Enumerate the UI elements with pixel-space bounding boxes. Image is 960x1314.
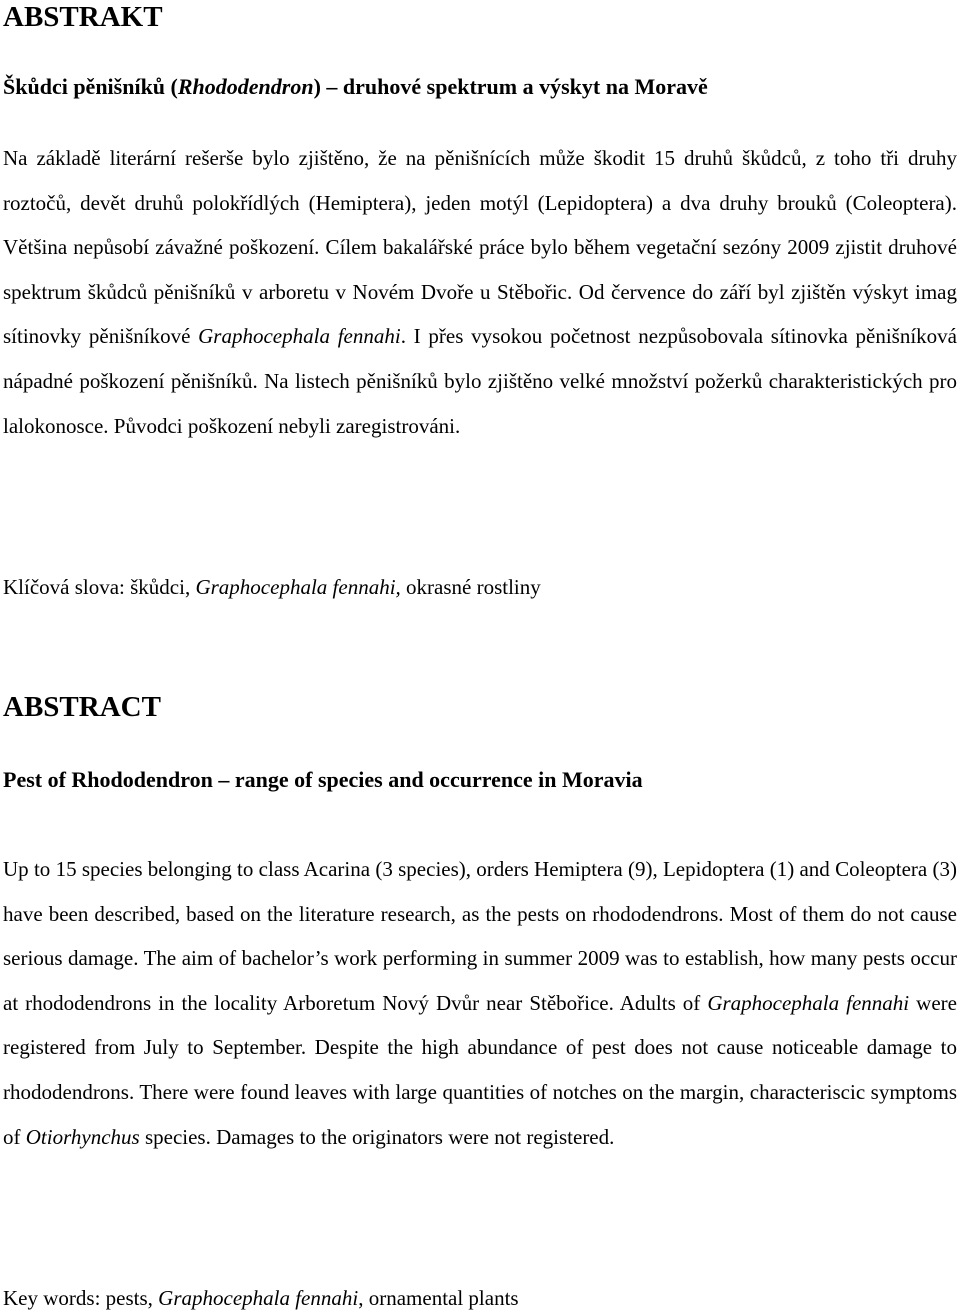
abstract-heading-cz: ABSTRAKT [3,1,163,33]
abstract-body-en: Up to 15 species belonging to class Acarina (3 species), orders Hemiptera (9), Lepidoptera (1) and Coleoptera (3) have been described, based on the literature research, as the pests on rhododendrons. Most of them do not cause serious damage. The aim of bachelor’s work performing in summer 2009 was to establish, how many pests occur at rhododendrons in the locality Arboretum Nový Dvůr near Stěbořice. Adults of Graphocephala fennahi were registered from July to September. Despite the high abundance of pest does not cause noticeable damage to rhododendrons. There were found leaves with large quantities of notches on the margin, characteriscic symptoms of Otiorhynchus species. Damages to the originators were not registered. [3,857,957,1149]
keywords-cz: Klíčová slova: škůdci, Graphocephala fennahi, okrasné rostliny [3,575,541,599]
keywords-en: Key words: pests, Graphocephala fennahi, ornamental plants [3,1286,519,1310]
abstract-title-en: Pest of Rhododendron – range of species and occurrence in Moravia [3,767,643,792]
abstract-title-cz: Škůdci pěnišníků (Rhododendron) – druhové spektrum a výskyt na Moravě [3,74,708,99]
abstract-heading-en: ABSTRACT [3,691,161,723]
abstract-body-cz: Na základě literární rešerše bylo zjištěno, že na pěnišnících může škodit 15 druhů škůdců, z toho tři druhy roztočů, devět druhů polokřídlých (Hemiptera), jeden motýl (Lepidoptera) a dva druhy brouků (Coleoptera). Většina nepůsobí závažné poškození. Cílem bakalářské práce bylo během vegetační sezóny 2009 zjistit druhové spektrum škůdců pěnišníků v arboretu v Novém Dvoře u Stěbořic. Od července do září byl zjištěn výskyt imag sítinovky pěnišníkové Graphocephala fennahi. I přes vysokou početnost nezpůsobovala sítinovka pěnišníková nápadné poškození pěnišníků. Na listech pěnišníků bylo zjištěno velké množství požerků charakteristických pro lalokonosce. Původci poškození nebyli zaregistrováni. [3,146,957,438]
